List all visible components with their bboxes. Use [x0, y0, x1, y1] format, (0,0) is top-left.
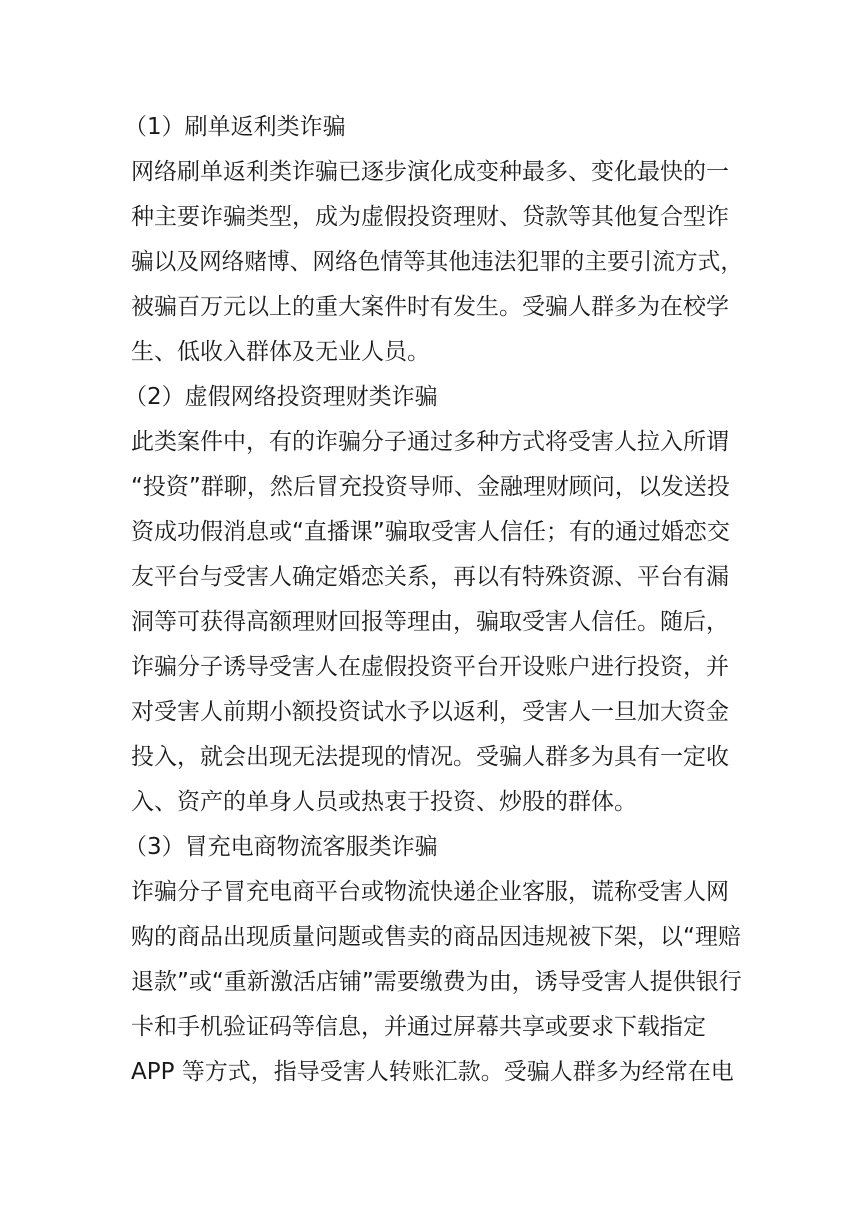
paragraph-line: 诈骗分子冒充电商平台或物流快递企业客服，谎称受害人网: [131, 879, 729, 905]
paragraph-line: 网络刷单返利类诈骗已逐步演化成变种最多、变化最快的一: [131, 159, 729, 185]
paragraph-line: 洞等可获得高额理财回报等理由，骗取受害人信任。随后，: [131, 609, 729, 635]
paragraph-line: “投资”群聊，然后冒充投资导师、金融理财顾问，以发送投: [131, 474, 730, 500]
section-heading-2: （2）虚假网络投资理财类诈骗: [124, 384, 438, 410]
paragraph-line: 卡和手机验证码等信息，并通过屏幕共享或要求下载指定: [131, 1014, 706, 1040]
paragraph-line: 对受害人前期小额投资试水予以返利，受害人一旦加大资金: [131, 699, 729, 725]
section-heading-3: （3）冒充电商物流客服类诈骗: [124, 834, 438, 860]
paragraph-line: 此类案件中，有的诈骗分子通过多种方式将受害人拉入所谓: [131, 429, 729, 455]
paragraph-line: 诈骗分子诱导受害人在虚假投资平台开设账户进行投资，并: [131, 654, 729, 680]
paragraph-line: 被骗百万元以上的重大案件时有发生。受骗人群多为在校学: [131, 294, 729, 320]
paragraph-line: APP 等方式，指导受害人转账汇款。受骗人群多为经常在电: [131, 1059, 734, 1085]
paragraph-line: 购的商品出现质量问题或售卖的商品因违规被下架，以“理赔: [131, 924, 741, 950]
paragraph-line: 资成功假消息或“直播课”骗取受害人信任；有的通过婚恋交: [131, 519, 730, 545]
paragraph-line: 生、低收入群体及无业人员。: [131, 339, 430, 365]
paragraph-line: 入、资产的单身人员或热衷于投资、炒股的群体。: [131, 789, 637, 815]
paragraph-line: 友平台与受害人确定婚恋关系，再以有特殊资源、平台有漏: [131, 564, 729, 590]
paragraph-line: 种主要诈骗类型，成为虚假投资理财、贷款等其他复合型诈: [131, 204, 729, 230]
paragraph-line: 退款”或“重新激活店铺”需要缴费为由，诱导受害人提供银行: [131, 969, 742, 995]
section-heading-1: （1）刷单返利类诈骗: [124, 114, 346, 140]
paragraph-line: 骗以及网络赌博、网络色情等其他违法犯罪的主要引流方式，: [131, 249, 743, 275]
paragraph-line: 投入，就会出现无法提现的情况。受骗人群多为具有一定收: [131, 744, 729, 770]
